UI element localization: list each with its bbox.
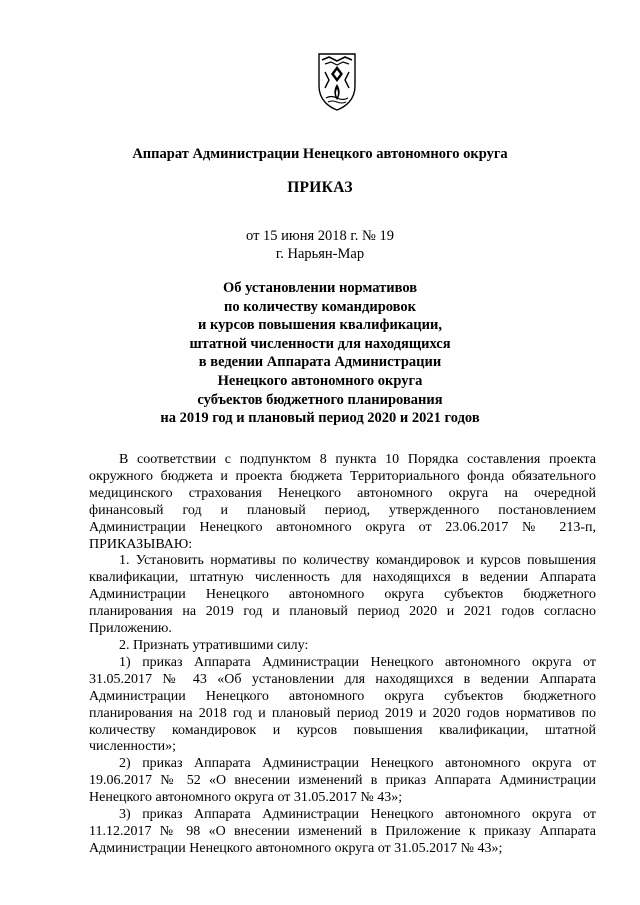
clause-1-paragraph: 1. Установить нормативы по количеству командировок и курсов повышения квалификации, штатную численность для находящихся в ведении Аппарата Администрации Ненецкого автономного округа субъектов бюджетного планирования на 2019 год и плановый период 2020 и 2021 годов согласно Приложению. — [89, 553, 596, 637]
document-title — [0, 279, 640, 428]
title-line: по количеству командировок — [224, 298, 416, 315]
document-city: г. Нарьян-Мар — [275, 246, 365, 262]
coat-of-arms-icon — [317, 52, 357, 112]
document-type: ПРИКАЗ — [287, 179, 353, 196]
organization-name: Аппарат Администрации Ненецкого автономного округа — [132, 146, 508, 162]
subclause-1-paragraph: 1) приказ Аппарата Администрации Ненецкого автономного округа от 31.05.2017 № 43 «Об установлении для находящихся в ведении Аппарата Администрации Ненецкого автономного округа субъектов бюджетного планирования на 2018 год и плановый период 2019 и 2020 годов нормативов по количеству командировок и курсов повышения квалификации, штатной численности»; — [89, 654, 596, 755]
document-date-number: от 15 июня 2018 г. № 19 — [246, 228, 394, 244]
title-line: в ведении Аппарата Администрации — [198, 354, 442, 371]
title-line: на 2019 год и плановый период 2020 и 2021 годов — [160, 410, 480, 427]
document-body — [89, 452, 596, 858]
title-line: субъектов бюджетного планирования — [197, 391, 443, 408]
title-line: и курсов повышения квалификации, — [198, 317, 442, 334]
subclause-2-paragraph: 2) приказ Аппарата Администрации Ненецкого автономного округа от 19.06.2017 № 52 «О внесении изменений в приказ Аппарата Администрации Ненецкого автономного округа от 31.05.2017 № 43»; — [89, 756, 596, 806]
title-line: штатной численности для находящихся — [189, 335, 451, 352]
clause-2-paragraph: 2. Признать утратившими силу: — [119, 637, 309, 653]
title-line: Об установлении нормативов — [222, 280, 418, 296]
title-line: Ненецкого автономного округа — [217, 372, 423, 389]
preamble-paragraph: В соответствии с подпунктом 8 пункта 10 Порядка составления проекта окружного бюджета и проекта бюджета Территориального фонда обязательного медицинского страхования Ненецкого автономного округа на очередной финансовый год и плановый период, утвержденного постановлением Администрации Ненецкого автономного округа от 23.06.2017 № 213-п, ПРИКАЗЫВАЮ: — [89, 452, 596, 552]
subclause-3-paragraph: 3) приказ Аппарата Администрации Ненецкого автономного округа от 11.12.2017 № 98 «О внесении изменений в Приложение к приказу Аппарата Администрации Ненецкого автономного округа от 31.05.2017 № 43»; — [89, 807, 596, 856]
